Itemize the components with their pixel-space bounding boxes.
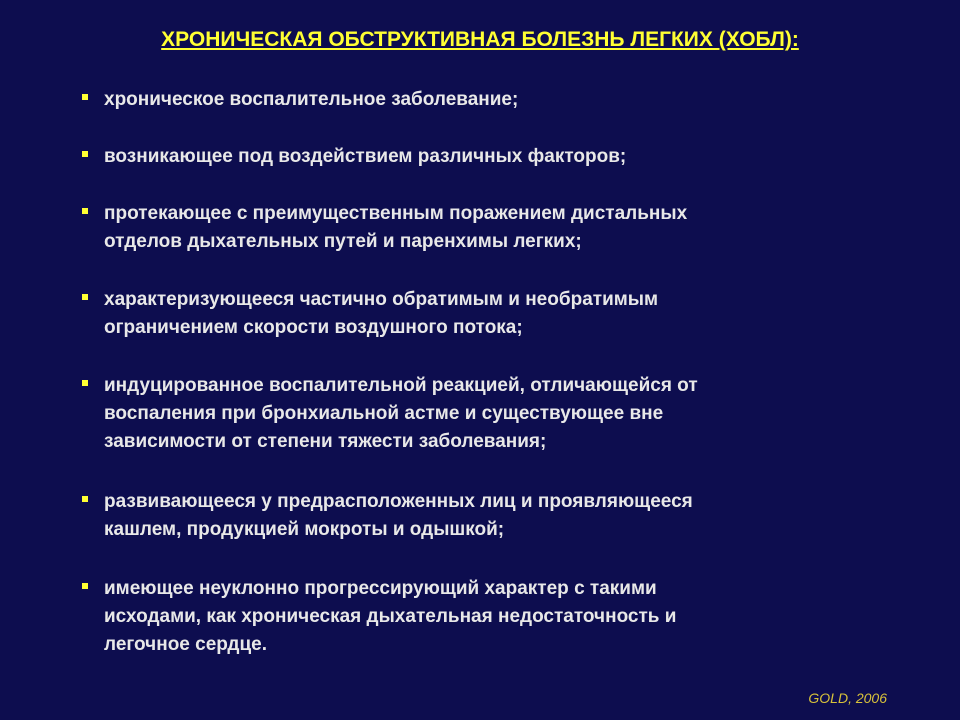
bullet-text: протекающее с преимущественным поражением дистальных отделов дыхательных путей и паренхимы легких; — [104, 203, 688, 252]
bullet-marker-icon — [82, 496, 88, 502]
source-citation: GOLD, 2006 — [808, 690, 887, 706]
bullet-marker-icon — [82, 380, 88, 386]
slide-title: ХРОНИЧЕСКАЯ ОБСТРУКТИВНАЯ БОЛЕЗНЬ ЛЕГКИХ (ХОБЛ): — [161, 28, 799, 51]
bullet-text: возникающее под воздействием различных факторов; — [104, 146, 627, 167]
bullet-marker-icon — [82, 294, 88, 300]
bullet-marker-icon — [82, 94, 88, 100]
bullet-text: индуцированное воспалительной реакцией, отличающейся от воспаления при бронхиальной астме и существующее вне зависимости от степени тяжести заболевания; — [104, 375, 698, 452]
bullet-marker-icon — [82, 583, 88, 589]
bullet-marker-icon — [82, 151, 88, 157]
bullet-text: развивающееся у предрасположенных лиц и проявляющееся кашлем, продукцией мокроты и одышкой; — [104, 491, 693, 540]
bullet-text: хроническое воспалительное заболевание; — [104, 89, 519, 110]
bullet-marker-icon — [82, 208, 88, 214]
bullet-text: имеющее неуклонно прогрессирующий характер с такими исходами, как хроническая дыхательная недостаточность и легочное сердце. — [104, 578, 677, 655]
bullet-text: характеризующееся частично обратимым и необратимым ограничением скорости воздушного потока; — [104, 289, 659, 338]
